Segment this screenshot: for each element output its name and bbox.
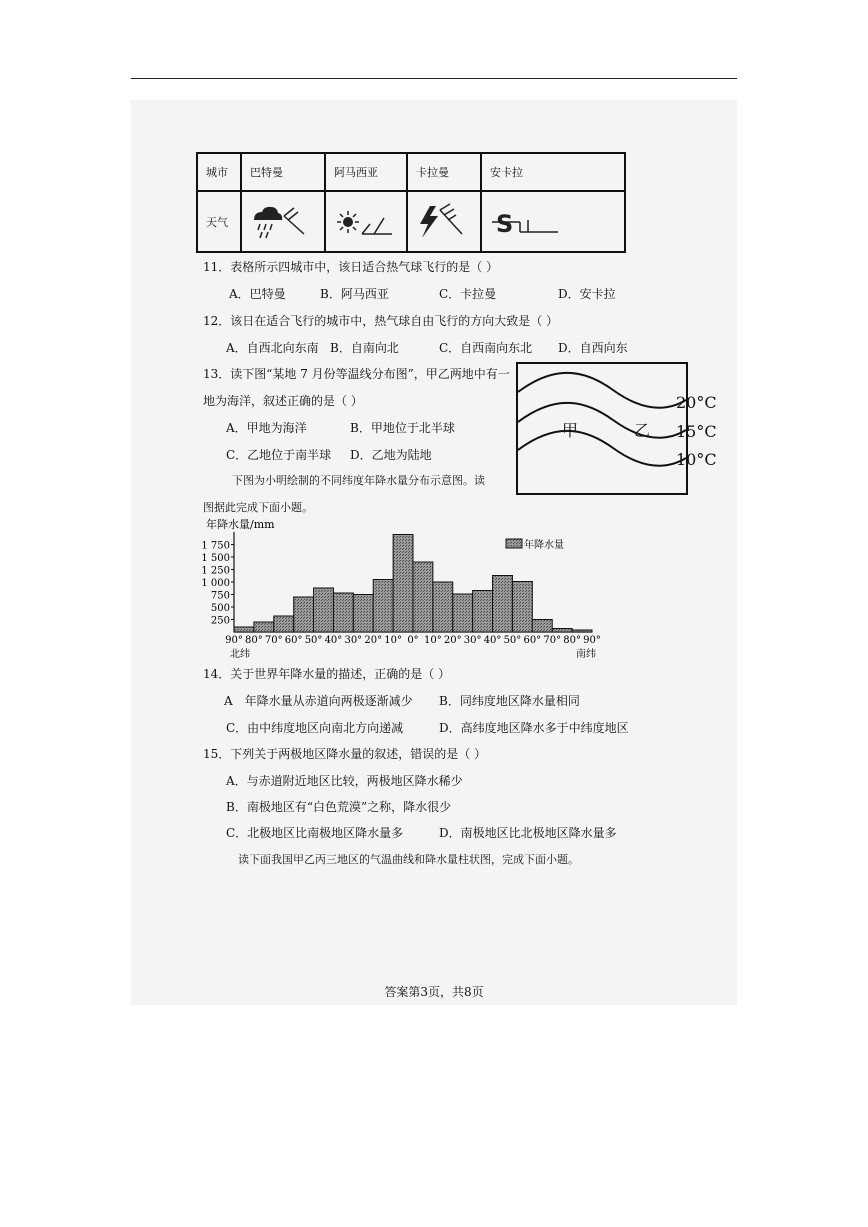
q13-option-d: D．乙地为陆地: [350, 448, 432, 462]
isotherm-label-15: 15°C: [676, 422, 717, 441]
q11-option-a: A．巴特曼: [229, 287, 286, 301]
bar: [294, 597, 314, 632]
bar: [234, 627, 254, 632]
y-tick-label: 750: [210, 590, 230, 602]
legend-label: 年降水量: [524, 540, 564, 551]
bar: [552, 629, 572, 633]
question-13-stem-1: 13．读下图“某地 7 月份等温线分布图”，甲乙两地中有一: [203, 367, 510, 381]
y-tick-label: 1 750: [201, 540, 230, 552]
legend-swatch: [506, 539, 522, 548]
question-12-stem: 12．该日在适合飞行的城市中，热气球自由飞行的方向大致是（ ）: [203, 314, 559, 328]
question-14-stem: 14．关于世界年降水量的描述，正确的是（ ）: [203, 667, 451, 681]
x-tick-label: 70°: [543, 635, 562, 646]
bar: [512, 582, 532, 633]
y-tick-label: 1 500: [201, 553, 230, 564]
row-label-weather: 天气: [197, 191, 241, 252]
bar: [274, 616, 294, 632]
page-footer: 答案第3页，共8页: [384, 985, 484, 999]
weather-cell: [481, 191, 625, 252]
x-tick-label: 20°: [443, 635, 462, 646]
city-name: 巴特曼: [241, 153, 325, 191]
bar: [314, 588, 334, 632]
q14-option-b: B．同纬度地区降水量相同: [439, 694, 580, 708]
place-label-yi: 乙: [634, 421, 651, 440]
q15-option-d: D．南极地区比北极地区降水量多: [439, 826, 617, 840]
svg-text:S: S: [496, 209, 514, 238]
city-name: 阿马西亚: [325, 153, 407, 191]
x-tick-label: 90°: [583, 635, 601, 646]
q13-option-b: B．甲地位于北半球: [350, 421, 455, 435]
q15-option-b: B．南极地区有“白色荒漠”之称，降水很少: [226, 800, 452, 814]
question-15-stem: 15．下列关于两极地区降水量的叙述，错误的是（ ）: [203, 747, 487, 761]
y-tick-label: 1 000: [201, 578, 230, 589]
weather-table: [196, 152, 626, 253]
x-tick-label: 50°: [304, 635, 323, 646]
question-13-stem-2: 地为海洋，叙述正确的是（ ）: [203, 394, 363, 408]
bar: [393, 535, 413, 633]
q11-option-c: C．卡拉曼: [439, 287, 497, 301]
q12-option-b: B．自南向北: [330, 341, 399, 355]
q14-option-d: D．高纬度地区降水多于中纬度地区: [439, 721, 629, 735]
bar: [433, 582, 453, 632]
x-label-south: 南纬: [576, 649, 596, 660]
x-tick-label: 20°: [364, 635, 383, 646]
intro-text-1b: 图据此完成下面小题。: [203, 501, 313, 514]
q14-option-a: A 年降水量从赤道向两极逐渐减少: [224, 694, 413, 708]
bar: [572, 630, 592, 632]
y-tick-label: 1 250: [201, 565, 230, 577]
x-tick-label: 60°: [523, 635, 542, 646]
sandstorm-wind-icon: [490, 202, 562, 242]
precipitation-chart: [196, 518, 606, 660]
isotherm-lines: [518, 364, 686, 493]
x-tick-label: 0°: [407, 635, 419, 646]
x-tick-label: 30°: [463, 635, 482, 646]
x-tick-label: 90°: [225, 635, 243, 646]
bar: [254, 622, 274, 632]
bar: [453, 594, 473, 632]
intro-text-2: 读下面我国甲乙丙三地区的气温曲线和降水量柱状图，完成下面小题。: [238, 853, 579, 866]
isotherm-map: [516, 362, 688, 495]
x-tick-label: 80°: [245, 635, 263, 646]
x-tick-label: 10°: [424, 635, 442, 646]
question-11-stem: 11．表格所示四城市中，该日适合热气球飞行的是（ ）: [203, 260, 499, 274]
q13-option-a: A．甲地为海洋: [226, 421, 307, 435]
x-tick-label: 60°: [284, 635, 303, 646]
bar: [333, 593, 353, 632]
q12-option-d: D．自西向东: [558, 341, 628, 355]
q11-option-d: D．安卡拉: [558, 287, 616, 301]
weather-cell: [325, 191, 407, 252]
q12-option-c: C．自西南向东北: [439, 341, 533, 355]
x-tick-label: 50°: [503, 635, 522, 646]
weather-cell: [241, 191, 325, 252]
q14-option-c: C．由中纬度地区向南北方向递减: [226, 721, 404, 735]
y-tick-label: 250: [210, 615, 230, 627]
city-name: 卡拉曼: [407, 153, 481, 191]
x-tick-label: 10°: [384, 635, 402, 646]
x-tick-label: 30°: [344, 635, 363, 646]
y-axis-label: 年降水量/mm: [206, 518, 275, 531]
isotherm-label-10: 10°C: [676, 450, 717, 469]
sunny-wind-icon: [334, 202, 396, 242]
q15-option-c: C．北极地区比南极地区降水量多: [226, 826, 404, 840]
intro-text-1: 下图为小明绘制的不同纬度年降水量分布示意图。读: [232, 474, 485, 487]
x-label-north: 北纬: [230, 649, 250, 660]
x-tick-label: 40°: [483, 635, 502, 646]
x-tick-label: 70°: [264, 635, 283, 646]
row-label-city: 城市: [197, 153, 241, 191]
bar: [353, 595, 373, 633]
place-label-jia: 甲: [562, 421, 579, 440]
q15-option-a: A．与赤道附近地区比较，两极地区降水稀少: [226, 774, 463, 788]
city-name: 安卡拉: [481, 153, 625, 191]
q13-option-c: C．乙地位于南半球: [226, 448, 332, 462]
thunderstorm-wind-icon: [416, 202, 472, 242]
y-tick-label: 500: [210, 603, 230, 614]
bar: [473, 591, 493, 633]
bar: [373, 580, 393, 633]
bar: [532, 620, 552, 633]
bar: [413, 562, 433, 632]
header-rule: [131, 78, 737, 79]
bar: [493, 576, 513, 633]
x-tick-label: 40°: [324, 635, 343, 646]
x-tick-label: 80°: [563, 635, 581, 646]
q11-option-b: B．阿马西亚: [320, 287, 389, 301]
q12-option-a: A．自西北向东南: [226, 341, 319, 355]
weather-cell: [407, 191, 481, 252]
isotherm-label-20: 20°C: [676, 393, 717, 412]
rain-wind-icon: [250, 202, 310, 242]
